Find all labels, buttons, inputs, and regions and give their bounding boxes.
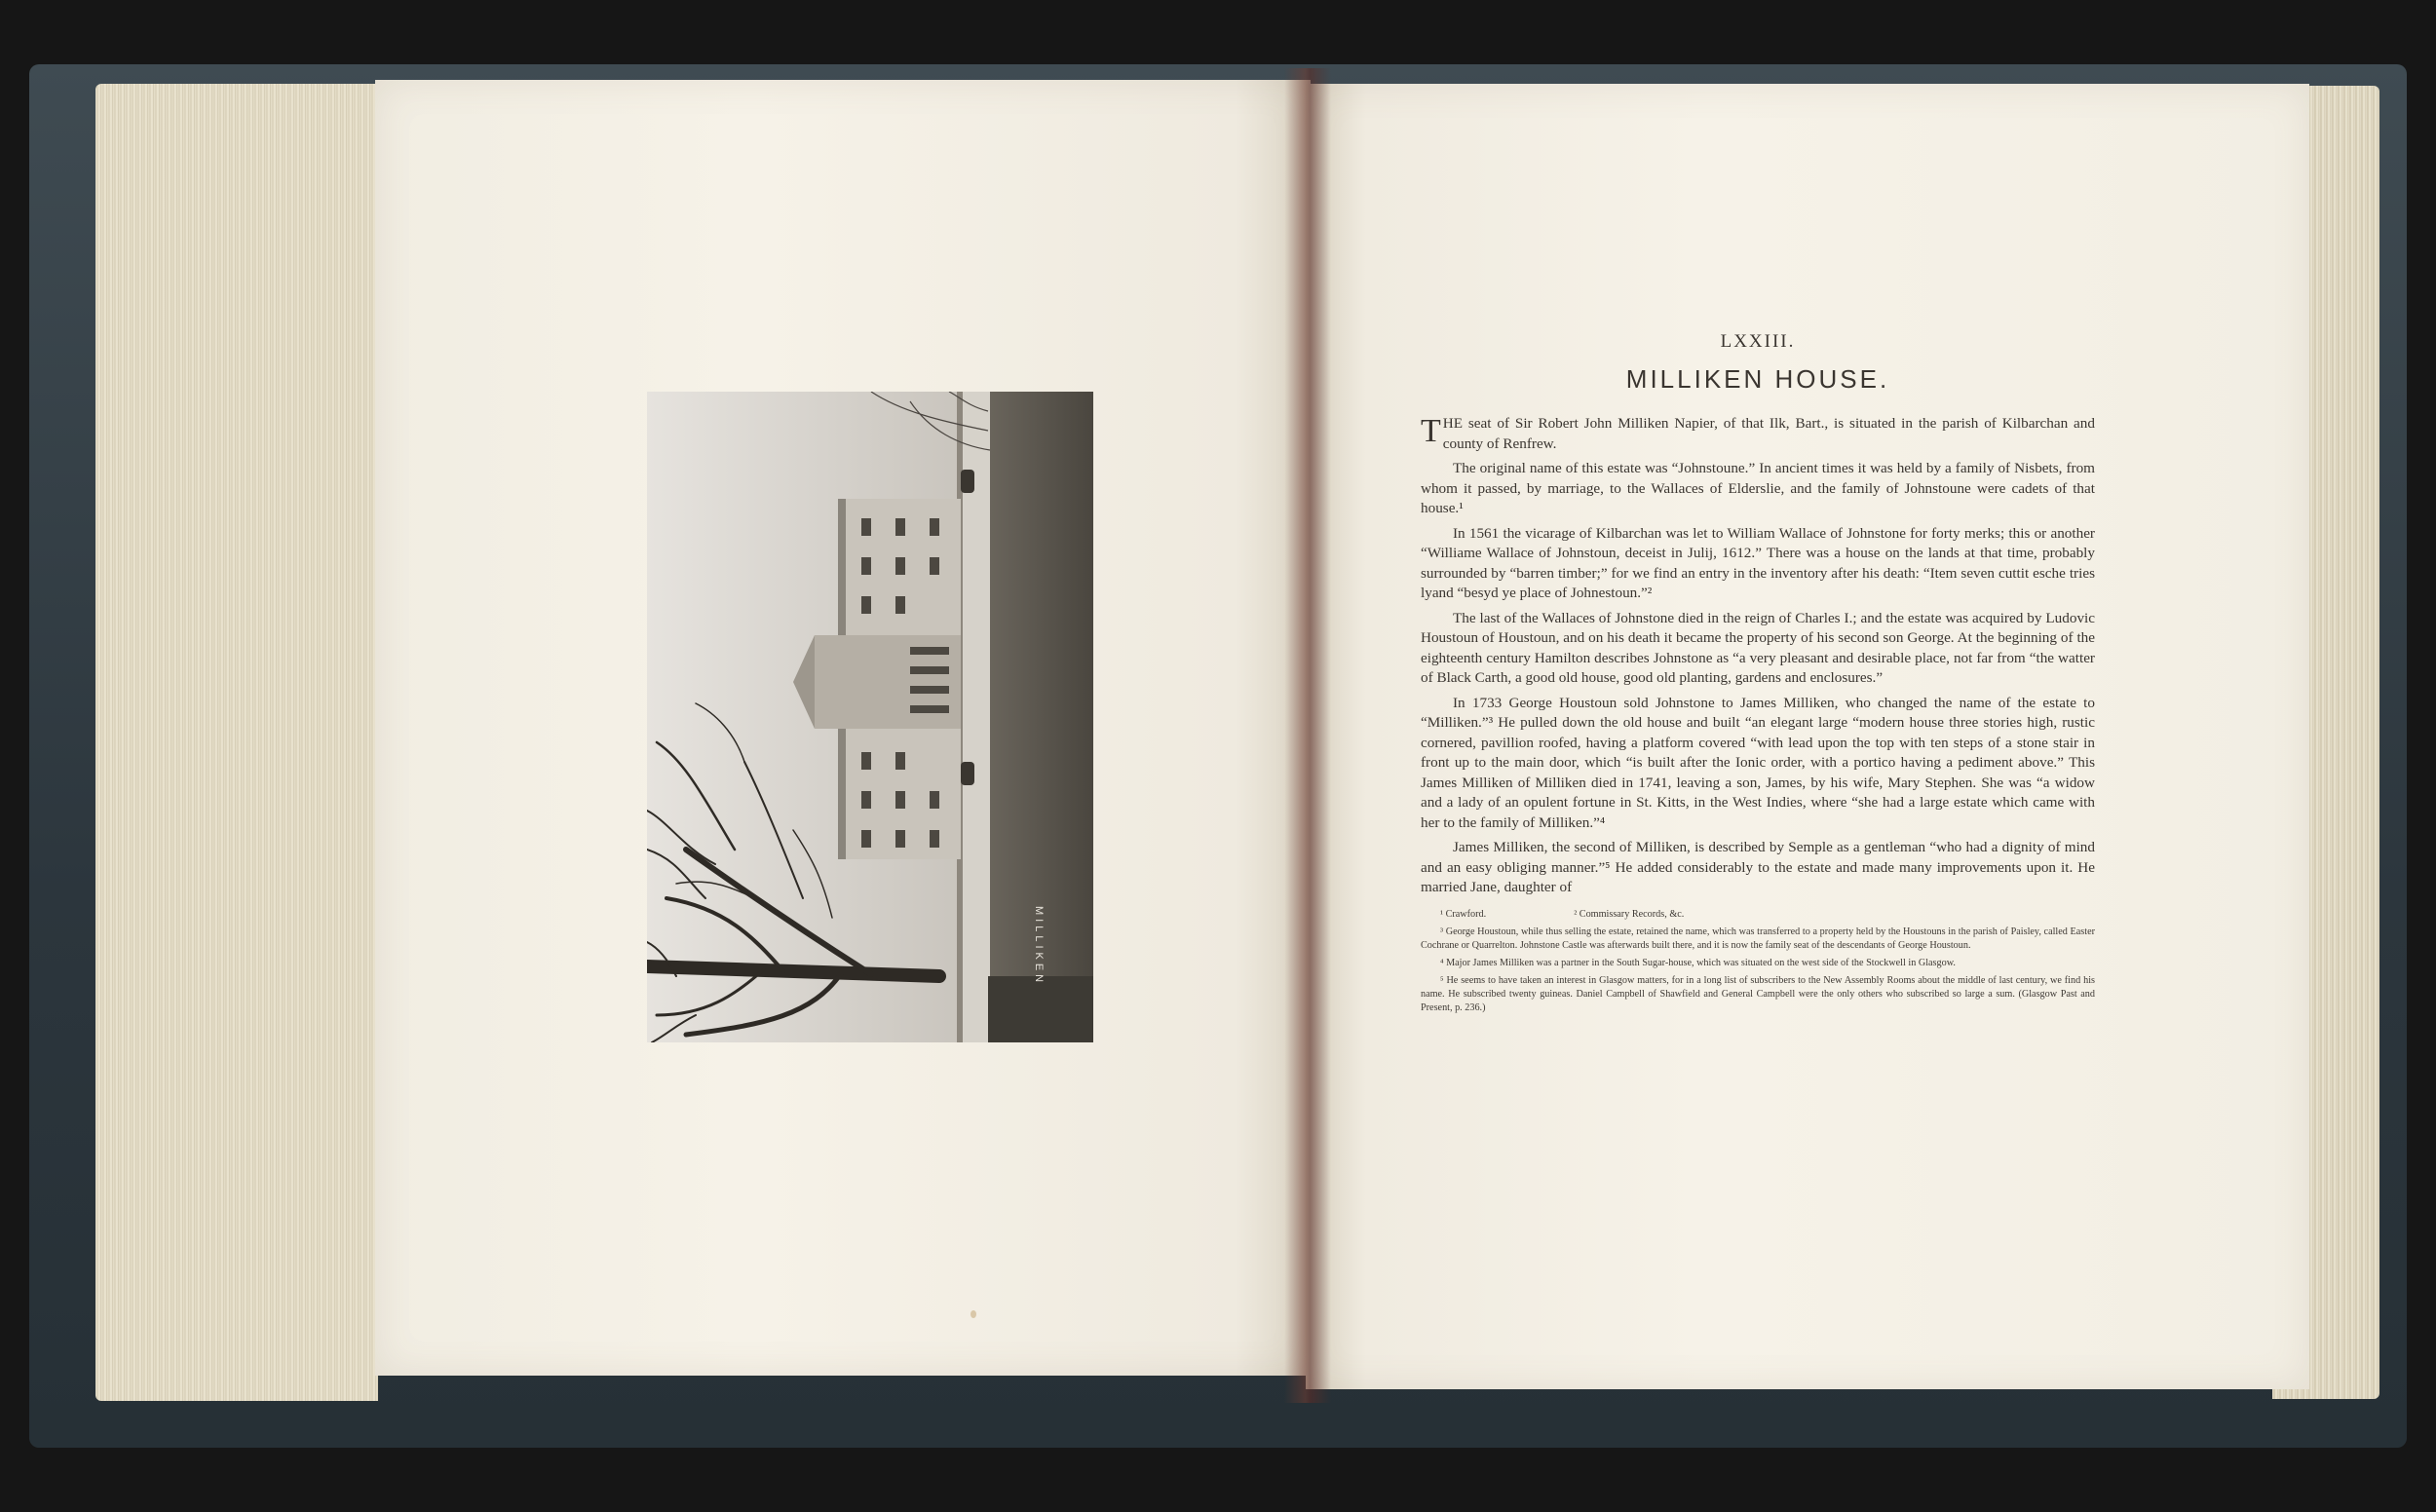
- paragraph-5: In 1733 George Houstoun sold Johnstone to James Milliken, who changed the name of the estate to “Milliken.”³ He pulled down the old house and built “an elegant large “modern house three stories high, rustic cornered, pavillion roofed, having a platform covered “with lead upon the top with ten steps of a stone stair in front up to the main door, which “is built after the Ionic order, with a portico having a pediment above.” This James Milliken of Milliken died in 1741, leaving a son, James, by his wife, Mary Stephen. She was “a widow and a lady of an opulent fortune in St. Kitts, in the West Indies, where “she had a large estate which came with her to the family of Milliken.”⁴: [1421, 694, 2095, 831]
- chapter-title: MILLIKEN HOUSE.: [1625, 364, 1890, 394]
- left-page-edges: [95, 84, 378, 1401]
- foxing-spot: [971, 1310, 976, 1318]
- plate-caption: MILLIKEN: [1033, 906, 1045, 987]
- footnote-4: ⁴ Major James Milliken was a partner in the South Sugar-house, which was situated on the west side of the Stockwell in Glasgow.: [1440, 957, 1956, 968]
- book-spine: [1284, 68, 1331, 1403]
- footnote-3: ³ George Houstoun, while thus selling the estate, retained the name, which was transferred to a property held by the Houstouns in the parish of Paisley, called Easter Cochrane or Quarrelton. Johnstone Castle was afterwards built there, and it is now the family seat of the descendants of George Houstoun.: [1421, 926, 2095, 951]
- footnotes: [1421, 908, 2095, 1015]
- paragraph-4: The last of the Wallaces of Johnstone died in the reign of Charles I.; and the estate was acquired by Ludovic Houstoun of Houstoun, and on his death it became the property of his second son George. At the beginning of the eighteenth century Hamilton describes Johnstone as “a very pleasant and desirable place, not far from “the watter of Black Carth, a good old house, good old planting, gardens and enclosures.”: [1421, 609, 2095, 686]
- paragraph-3: In 1561 the vicarage of Kilbarchan was let to William Wallace of Johnstone for forty merks; this or another “Williame Wallace of Johnstoun, deceist in Julij, 1612.” There was a house on the lands at that time, probably surrounded by “barren timber;” for we find an entry in the inventory after his death: “Item seven cuttit esche tries lyand “besyd ye place of Johnestoun.”²: [1421, 524, 2095, 601]
- footnote-row: [1421, 908, 2095, 922]
- paragraph-1: THE seat of Sir Robert John Milliken Napier, of that Ilk, Bart., is situated in the parish of Kilbarchan and county of Renfrew.: [1421, 413, 2095, 452]
- milliken-house-photo: [647, 392, 1093, 1042]
- drop-cap: T: [1421, 413, 1441, 449]
- paragraph-2: The original name of this estate was “Johnstoune.” In ancient times it was held by a family of Nisbets, from whom it passed, by marriage, to the Wallaces of Elderslie, and the family of Johnstoune were cadets of that house.¹: [1421, 460, 2095, 516]
- photograph-plate: [647, 392, 1093, 1042]
- footnote-5: ⁵ He seems to have taken an interest in Glasgow matters, for in a long list of subscribers to the New Assembly Rooms about the middle of last century, we find his name. He subscribed twenty guineas. Daniel Campbell of Shawfield and General Campbell were the only others who subscribed so large a sum. (Glasgow Past and Present, p. 236.): [1421, 974, 2095, 1013]
- chapter-number: LXXIII.: [1720, 331, 1796, 352]
- chapter-text: [1421, 331, 2095, 1019]
- footnote-2: ² Commissary Records, &c.: [1574, 908, 1685, 920]
- footnote-1: ¹ Crawford.: [1440, 908, 1487, 920]
- paragraph-6: James Milliken, the second of Milliken, is described by Semple as a gentleman “who had a dignity of mind and an easy obliging manner.”⁵ He added considerably to the estate and made many improvements upon it. He married Jane, daughter of: [1421, 839, 2095, 895]
